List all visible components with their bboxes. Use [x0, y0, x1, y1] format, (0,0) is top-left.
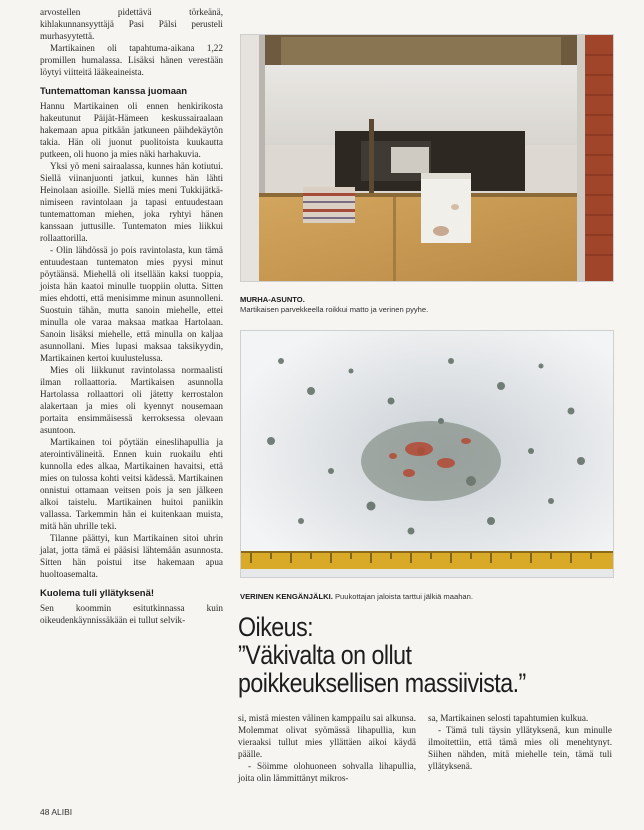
body-paragraph: Yksi yö meni sairaalassa, kunnes hän kotiutui. Siellä viinanjuonti jatkui, kunnes hän lähti Heinolaan asioille. Siellä mies meni Tukkijätkä-nimiseen ravintolaan ja tapasi entuudestaan tuntemattoman miehen, joka ryhtyi hänen kanssaan juttusille. Tuntematon mies liikkui rollaattorilla.: [40, 161, 223, 243]
footprint-photo-caption: [240, 592, 620, 602]
body-paragraph: Sen koommin esitutkinnassa kuin oikeudenkäynnissäkään ei tullut selvik-: [40, 603, 223, 625]
right-text-column: [428, 712, 612, 772]
balcony-photo-caption: [240, 295, 620, 315]
caption-title: VERINEN KENGÄNJÄLKI.: [240, 592, 333, 601]
headline: [238, 613, 573, 697]
body-paragraph: Mies oli liikkunut ravintolassa normaalisti ilman rollaattoria. Martikaisen asunnolla Hartolassa rollaattori oli jätetty kerrostalon alakertaan ja mies oli kyennyt nousemaan portaita ensimmäisessä kerroksessa olevaan asuntoon.: [40, 365, 223, 435]
caption-title: MURHA-ASUNTO.: [240, 295, 305, 304]
subheading: Tuntemattoman kanssa juomaan: [40, 86, 188, 97]
body-paragraph: arvostellen pidettävä törkeänä, kihlakunnansyyttäjä Pasi Pälsi perusteli murhasyytettä.: [40, 7, 223, 41]
body-paragraph: Tilanne päättyi, kun Martikainen sitoi uhrin jalat, jotta tämä ei pääsisi lähtemään asunnosta. Sitten hän poistui itse hakemaan apua huoltoasemalta.: [40, 533, 223, 579]
footprint-photo: [240, 330, 614, 578]
middle-text-column: [238, 712, 416, 784]
caption-text: Puukottajan jaloista tarttui jälkiä maahan.: [334, 592, 473, 601]
headline-line: Oikeus:: [238, 612, 314, 642]
body-paragraph: - Tämä tuli täysin yllätyksenä, kun minulle ilmoitettiin, että tämä mies oli menehtynyt. Siihen nähden, mitä miehelle tein, tämä tuli yllätyksenä.: [428, 725, 612, 771]
page-number: 48 ALIBI: [40, 807, 73, 817]
body-paragraph: Hannu Martikainen oli ennen henkirikosta hakeutunut Päijät-Hämeen keskussairaalaan hakemaan apua pitkään jatkuneen päihdekäytön takia. Hän oli juonut puolitoista kuukautta putkeen, oli huono ja mies näki harhakuvia.: [40, 101, 223, 159]
headline-line: ”Väkivalta on ollut: [238, 640, 412, 670]
body-paragraph: Martikainen oli tapahtuma-aikana 1,22 promillen humalassa. Lisäksi hänen verestään löytyi viitteitä lääkeaineista.: [40, 43, 223, 77]
subheading: Kuolema tuli yllätyksenä!: [40, 588, 155, 599]
caption-text: Martikaisen parvekkeella roikkui matto ja verinen pyyhe.: [240, 305, 429, 314]
body-paragraph: - Söimme olohuoneen sohvalla lihapullia, joita olin lämmittänyt mikros-: [238, 761, 416, 783]
left-text-column: [40, 6, 223, 626]
balcony-photo: [240, 34, 614, 282]
body-paragraph: sa, Martikainen selosti tapahtumien kulkua.: [428, 713, 589, 723]
body-paragraph: - Olin lähdössä jo pois ravintolasta, kun tämä entuudestaan tuntematon mies pyysi minut pöytäänsä. Miehellä oli itsellään kaksi tuoppia, joista hän kaatoi minulle tuoppiin olutta. Sitten mies ehdotti, että menisimme minun asunnolleni. Suostuin tähän, mutta sanoin miehelle, ettei minulla ole varaa maksaa matkaa Hartolaan. Sanoin lisäksi miehelle, että minulla on kaljaa asunnollani. Mies lupasi maksaa taksikyydin, Martikainen kertoi kuulustelussa.: [40, 245, 223, 363]
body-paragraph: Martikainen toi pöytään eineslihapullia ja aterointivälineitä. Ennen kuin ruokailu ehti kunnolla edes alkaa, Martikainen havaitsi, että mies on tulossa kohti veitsi kädessä. Martikainen onnistui ottamaan veitsen pois ja sen jälkeen alkoi taistelu. Martikainen huitoi paniikin vallassa. Tarkemmin hän ei kuitenkaan muista, mitä hän uhrille teki.: [40, 437, 223, 531]
headline-line: poikkeuksellisen massiivista.”: [238, 668, 526, 698]
body-paragraph: si, mistä miesten välinen kamppailu sai alkunsa. Molemmat olivat syömässä lihapullia, kun vieraaksi tullut mies yllättäen aikoi käydä päälle.: [238, 713, 416, 759]
